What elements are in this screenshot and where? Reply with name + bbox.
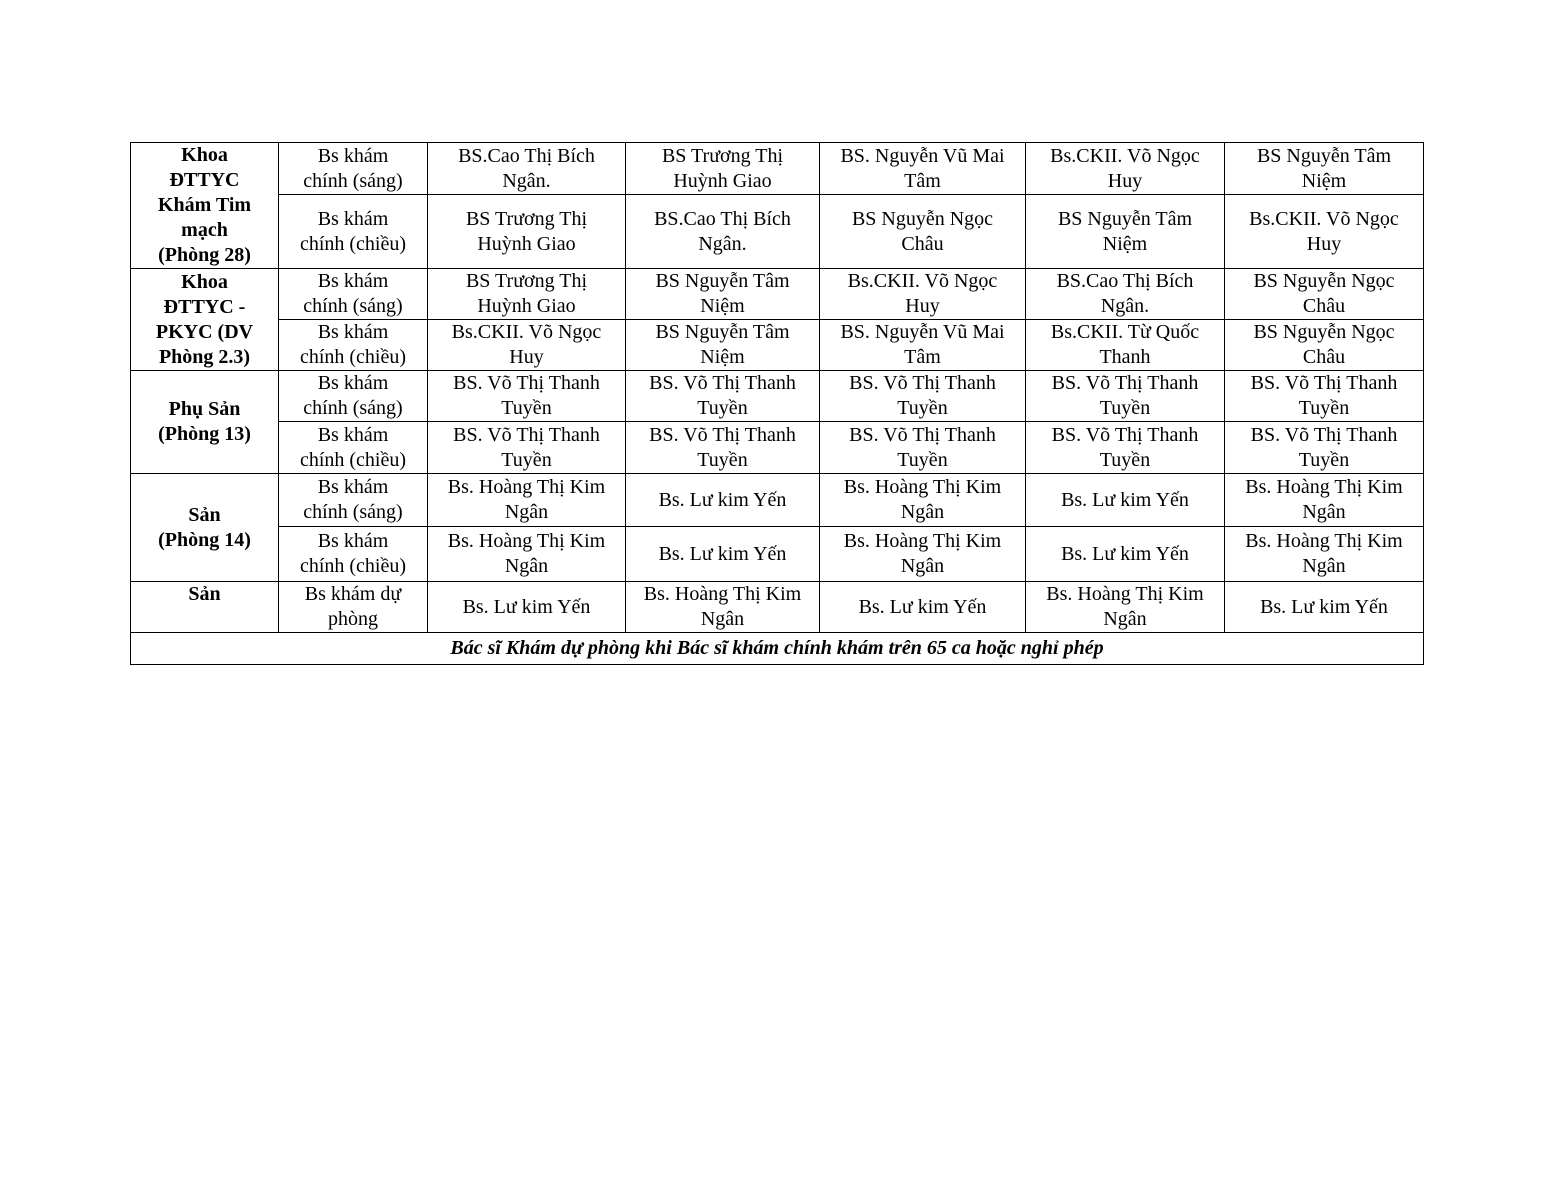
doctor-cell: BS. Võ Thị Thanh Tuyền — [1026, 371, 1225, 422]
doctor-cell: BS. Võ Thị Thanh Tuyền — [428, 371, 626, 422]
shift-cell: Bs khám chính (chiều) — [279, 527, 428, 582]
doctor-cell: Bs. Hoàng Thị Kim Ngân — [1225, 474, 1424, 527]
shift-cell: Bs khám dự phòng — [279, 582, 428, 633]
doctor-cell: BS Nguyễn Ngọc Châu — [1225, 269, 1424, 320]
doctor-cell: BS. Võ Thị Thanh Tuyền — [1225, 422, 1424, 474]
doctor-cell: Bs.CKII. Võ Ngọc Huy — [1225, 195, 1424, 269]
shift-cell: Bs khám chính (chiều) — [279, 422, 428, 474]
shift-cell: Bs khám chính (sáng) — [279, 371, 428, 422]
doctor-cell: BS. Nguyễn Vũ Mai Tâm — [820, 143, 1026, 195]
doctor-cell: Bs. Lư kim Yến — [820, 582, 1026, 633]
table-row — [131, 527, 1424, 582]
doctor-cell: Bs. Lư kim Yến — [626, 527, 820, 582]
table-row — [131, 474, 1424, 527]
doctor-cell: BS. Võ Thị Thanh Tuyền — [1225, 371, 1424, 422]
doctor-cell: Bs. Lư kim Yến — [1026, 527, 1225, 582]
doctor-cell: BS. Võ Thị Thanh Tuyền — [820, 371, 1026, 422]
doctor-cell: Bs. Lư kim Yến — [1225, 582, 1424, 633]
department-name: Sản (Phòng 14) — [131, 474, 279, 582]
doctor-cell: BS Trương Thị Huỳnh Giao — [428, 195, 626, 269]
department-name: Phụ Sản (Phòng 13) — [131, 371, 279, 474]
shift-cell: Bs khám chính (sáng) — [279, 143, 428, 195]
table-row — [131, 633, 1424, 665]
doctor-cell: Bs.CKII. Võ Ngọc Huy — [820, 269, 1026, 320]
doctor-cell: Bs. Lư kim Yến — [428, 582, 626, 633]
shift-cell: Bs khám chính (sáng) — [279, 474, 428, 527]
doctor-cell: BS Trương Thị Huỳnh Giao — [626, 143, 820, 195]
doctor-cell: Bs. Hoàng Thị Kim Ngân — [626, 582, 820, 633]
doctor-cell: Bs. Lư kim Yến — [626, 474, 820, 527]
table-row — [131, 582, 1424, 633]
doctor-schedule-table — [130, 142, 1424, 665]
doctor-cell: BS Nguyễn Tâm Niệm — [626, 269, 820, 320]
shift-cell: Bs khám chính (sáng) — [279, 269, 428, 320]
doctor-cell: BS Nguyễn Tâm Niệm — [1225, 143, 1424, 195]
doctor-cell: Bs. Hoàng Thị Kim Ngân — [820, 474, 1026, 527]
doctor-cell: BS. Võ Thị Thanh Tuyền — [626, 422, 820, 474]
doctor-cell: Bs. Hoàng Thị Kim Ngân — [1026, 582, 1225, 633]
department-name: Khoa ĐTTYC - PKYC (DV Phòng 2.3) — [131, 269, 279, 371]
doctor-cell: Bs.CKII. Võ Ngọc Huy — [428, 320, 626, 371]
doctor-cell: BS Nguyễn Ngọc Châu — [820, 195, 1026, 269]
footnote: Bác sĩ Khám dự phòng khi Bác sĩ khám chính khám trên 65 ca hoặc nghỉ phép — [131, 633, 1424, 665]
doctor-cell: Bs. Hoàng Thị Kim Ngân — [820, 527, 1026, 582]
doctor-cell: Bs. Lư kim Yến — [1026, 474, 1225, 527]
doctor-cell: BS. Võ Thị Thanh Tuyền — [820, 422, 1026, 474]
department-name: Khoa ĐTTYC Khám Tim mạch (Phòng 28) — [131, 143, 279, 269]
doctor-cell: BS Nguyễn Tâm Niệm — [1026, 195, 1225, 269]
doctor-cell: BS. Võ Thị Thanh Tuyền — [428, 422, 626, 474]
doctor-cell: BS.Cao Thị Bích Ngân. — [626, 195, 820, 269]
shift-cell: Bs khám chính (chiều) — [279, 195, 428, 269]
doctor-cell: Bs. Hoàng Thị Kim Ngân — [1225, 527, 1424, 582]
doctor-cell: BS Nguyễn Tâm Niệm — [626, 320, 820, 371]
table-row — [131, 422, 1424, 474]
doctor-cell: Bs.CKII. Võ Ngọc Huy — [1026, 143, 1225, 195]
shift-cell: Bs khám chính (chiều) — [279, 320, 428, 371]
doctor-cell: BS. Võ Thị Thanh Tuyền — [1026, 422, 1225, 474]
doctor-cell: BS. Nguyễn Vũ Mai Tâm — [820, 320, 1026, 371]
doctor-cell: BS Nguyễn Ngọc Châu — [1225, 320, 1424, 371]
table-row — [131, 269, 1424, 320]
doctor-cell: BS Trương Thị Huỳnh Giao — [428, 269, 626, 320]
department-name: Sản — [131, 582, 279, 633]
doctor-cell: BS.Cao Thị Bích Ngân. — [1026, 269, 1225, 320]
table-row — [131, 371, 1424, 422]
doctor-cell: Bs. Hoàng Thị Kim Ngân — [428, 527, 626, 582]
doctor-cell: BS. Võ Thị Thanh Tuyền — [626, 371, 820, 422]
doctor-cell: Bs. Hoàng Thị Kim Ngân — [428, 474, 626, 527]
doctor-cell: Bs.CKII. Từ Quốc Thanh — [1026, 320, 1225, 371]
table-row — [131, 195, 1424, 269]
table-row — [131, 143, 1424, 195]
doctor-cell: BS.Cao Thị Bích Ngân. — [428, 143, 626, 195]
table-row — [131, 320, 1424, 371]
